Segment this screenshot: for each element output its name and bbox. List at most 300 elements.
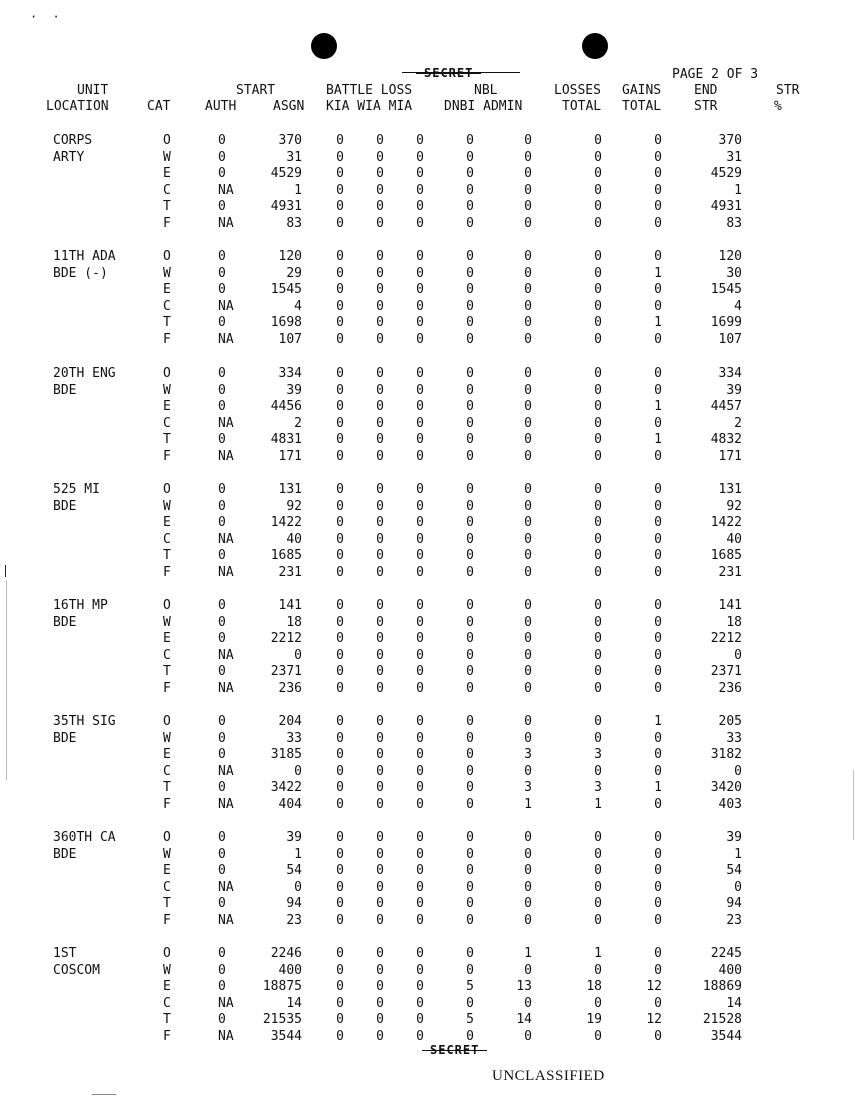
table-row <box>0 880 856 897</box>
mia-cell: 0 <box>416 614 424 630</box>
dnbi-cell: 0 <box>466 216 474 231</box>
losses-total-cell: 0 <box>594 631 602 647</box>
table-row <box>0 863 856 880</box>
header-auth: AUTH <box>205 99 237 114</box>
table-row <box>0 681 856 698</box>
end-str-cell: 0 <box>734 647 742 663</box>
wia-cell: 0 <box>376 282 384 298</box>
table-row <box>0 896 856 913</box>
category-cell: O <box>163 366 171 381</box>
auth-cell: 0 <box>218 747 226 763</box>
mia-cell: 0 <box>416 249 424 264</box>
table-row <box>0 731 856 748</box>
auth-cell: NA <box>218 531 234 547</box>
losses-total-cell: 1 <box>594 946 602 961</box>
gains-total-cell: 0 <box>654 531 662 547</box>
asgn-cell: 404 <box>278 797 302 812</box>
wia-cell: 0 <box>376 315 384 331</box>
wia-cell: 0 <box>376 216 384 231</box>
gains-total-cell: 0 <box>654 249 662 264</box>
end-str-cell: 236 <box>718 681 742 696</box>
dnbi-cell: 0 <box>466 366 474 381</box>
end-str-cell: 107 <box>718 332 742 347</box>
kia-cell: 0 <box>336 166 344 182</box>
mia-cell: 0 <box>416 531 424 547</box>
end-str-cell: 231 <box>718 565 742 580</box>
end-str-cell: 131 <box>718 482 742 497</box>
gains-total-cell: 0 <box>654 166 662 182</box>
mia-cell: 0 <box>416 962 424 978</box>
gains-total-cell: 0 <box>654 498 662 514</box>
dnbi-cell: 0 <box>466 565 474 580</box>
kia-cell: 0 <box>336 647 344 663</box>
table-row <box>0 249 856 266</box>
gains-total-cell: 0 <box>654 995 662 1011</box>
wia-cell: 0 <box>376 531 384 547</box>
category-cell: E <box>163 399 171 415</box>
losses-total-cell: 0 <box>594 647 602 663</box>
kia-cell: 0 <box>336 979 344 995</box>
category-cell: O <box>163 714 171 729</box>
table-row <box>0 648 856 665</box>
losses-total-cell: 0 <box>594 730 602 746</box>
losses-total-cell: 0 <box>594 548 602 564</box>
auth-cell: 0 <box>218 664 226 680</box>
kia-cell: 0 <box>336 332 344 347</box>
unit-location: 525 MI BDE <box>53 482 100 514</box>
admin-cell: 0 <box>524 531 532 547</box>
mia-cell: 0 <box>416 515 424 531</box>
header-str: STR <box>776 83 800 98</box>
end-str-cell: 370 <box>718 133 742 148</box>
auth-cell: 0 <box>218 249 226 264</box>
asgn-cell: 94 <box>286 896 302 912</box>
mia-cell: 0 <box>416 913 424 928</box>
category-cell: O <box>163 598 171 613</box>
auth-cell: NA <box>218 182 234 198</box>
losses-total-cell: 0 <box>594 432 602 448</box>
category-cell: T <box>163 1012 171 1028</box>
wia-cell: 0 <box>376 879 384 895</box>
mia-cell: 0 <box>416 863 424 879</box>
kia-cell: 0 <box>336 199 344 215</box>
auth-cell: NA <box>218 298 234 314</box>
admin-cell: 0 <box>524 896 532 912</box>
auth-cell: NA <box>218 332 234 347</box>
dnbi-cell: 0 <box>466 863 474 879</box>
auth-cell: NA <box>218 681 234 696</box>
kia-cell: 0 <box>336 298 344 314</box>
gains-total-cell: 0 <box>654 216 662 231</box>
table-row <box>0 664 856 681</box>
asgn-cell: 29 <box>286 265 302 281</box>
asgn-cell: 23 <box>286 913 302 928</box>
asgn-cell: 2 <box>294 415 302 431</box>
admin-cell: 0 <box>524 598 532 613</box>
gains-total-cell: 1 <box>654 399 662 415</box>
admin-cell: 0 <box>524 249 532 264</box>
losses-total-cell: 0 <box>594 282 602 298</box>
table-row <box>0 963 856 980</box>
wia-cell: 0 <box>376 182 384 198</box>
admin-cell: 0 <box>524 1029 532 1044</box>
losses-total-cell: 0 <box>594 565 602 580</box>
dnbi-cell: 0 <box>466 531 474 547</box>
auth-cell: 0 <box>218 1012 226 1028</box>
asgn-cell: 1698 <box>270 315 302 331</box>
dnbi-cell: 0 <box>466 797 474 812</box>
asgn-cell: 4529 <box>270 166 302 182</box>
table-row <box>0 216 856 233</box>
table-row <box>0 1012 856 1029</box>
wia-cell: 0 <box>376 149 384 165</box>
unit-location: 20TH ENG BDE <box>53 366 116 398</box>
asgn-cell: 33 <box>286 730 302 746</box>
dnbi-cell: 0 <box>466 896 474 912</box>
end-str-cell: 4457 <box>710 399 742 415</box>
table-row <box>0 416 856 433</box>
kia-cell: 0 <box>336 1029 344 1044</box>
losses-total-cell: 0 <box>594 382 602 398</box>
gains-total-cell: 1 <box>654 265 662 281</box>
auth-cell: 0 <box>218 896 226 912</box>
wia-cell: 0 <box>376 332 384 347</box>
wia-cell: 0 <box>376 830 384 845</box>
end-str-cell: 30 <box>726 265 742 281</box>
losses-total-cell: 0 <box>594 995 602 1011</box>
wia-cell: 0 <box>376 747 384 763</box>
dnbi-cell: 0 <box>466 265 474 281</box>
losses-total-cell: 0 <box>594 830 602 845</box>
admin-cell: 3 <box>524 780 532 796</box>
header-asgn: ASGN <box>273 99 305 114</box>
unit-location: 360TH CA BDE <box>53 830 116 862</box>
admin-cell: 0 <box>524 995 532 1011</box>
admin-cell: 0 <box>524 199 532 215</box>
wia-cell: 0 <box>376 846 384 862</box>
auth-cell: 0 <box>218 482 226 497</box>
header-str-pct: % <box>774 99 782 114</box>
end-str-cell: 171 <box>718 449 742 464</box>
losses-total-cell: 0 <box>594 598 602 613</box>
dnbi-cell: 0 <box>466 714 474 729</box>
table-row <box>0 299 856 316</box>
admin-cell: 0 <box>524 265 532 281</box>
table-row <box>0 366 856 383</box>
kia-cell: 0 <box>336 498 344 514</box>
losses-total-cell: 0 <box>594 182 602 198</box>
losses-total-cell: 0 <box>594 681 602 696</box>
admin-cell: 0 <box>524 846 532 862</box>
asgn-cell: 83 <box>286 216 302 231</box>
gains-total-cell: 0 <box>654 846 662 862</box>
gains-total-cell: 1 <box>654 780 662 796</box>
gains-total-cell: 0 <box>654 730 662 746</box>
end-str-cell: 54 <box>726 863 742 879</box>
mia-cell: 0 <box>416 548 424 564</box>
asgn-cell: 92 <box>286 498 302 514</box>
wia-cell: 0 <box>376 382 384 398</box>
gains-total-cell: 0 <box>654 830 662 845</box>
gains-total-cell: 0 <box>654 631 662 647</box>
losses-total-cell: 3 <box>594 747 602 763</box>
kia-cell: 0 <box>336 763 344 779</box>
end-str-cell: 1685 <box>710 548 742 564</box>
category-cell: C <box>163 647 171 663</box>
wia-cell: 0 <box>376 647 384 663</box>
wia-cell: 0 <box>376 962 384 978</box>
kia-cell: 0 <box>336 182 344 198</box>
wia-cell: 0 <box>376 1029 384 1044</box>
end-str-cell: 1 <box>734 182 742 198</box>
gains-total-cell: 0 <box>654 382 662 398</box>
asgn-cell: 21535 <box>262 1012 302 1028</box>
losses-total-cell: 18 <box>586 979 602 995</box>
admin-cell: 0 <box>524 216 532 231</box>
unit-location: CORPS ARTY <box>53 133 93 165</box>
kia-cell: 0 <box>336 830 344 845</box>
admin-cell: 0 <box>524 631 532 647</box>
wia-cell: 0 <box>376 780 384 796</box>
kia-cell: 0 <box>336 730 344 746</box>
admin-cell: 1 <box>524 797 532 812</box>
gains-total-cell: 0 <box>654 298 662 314</box>
asgn-cell: 1 <box>294 182 302 198</box>
auth-cell: 0 <box>218 846 226 862</box>
end-str-cell: 4931 <box>710 199 742 215</box>
losses-total-cell: 0 <box>594 763 602 779</box>
footer-classification: UNCLASSIFIED <box>492 1068 605 1084</box>
losses-total-cell: 0 <box>594 216 602 231</box>
table-row <box>0 532 856 549</box>
header-end-str: STR <box>694 99 718 114</box>
gains-total-cell: 1 <box>654 714 662 729</box>
kia-cell: 0 <box>336 249 344 264</box>
footer-rule <box>92 1094 116 1095</box>
dnbi-cell: 0 <box>466 199 474 215</box>
kia-cell: 0 <box>336 946 344 961</box>
mia-cell: 0 <box>416 631 424 647</box>
page-number: PAGE 2 OF 3 <box>672 67 759 82</box>
category-cell: T <box>163 199 171 215</box>
admin-cell: 0 <box>524 366 532 381</box>
table-row <box>0 199 856 216</box>
table-row <box>0 183 856 200</box>
table-row <box>0 150 856 167</box>
mia-cell: 0 <box>416 664 424 680</box>
admin-cell: 0 <box>524 962 532 978</box>
end-str-cell: 18 <box>726 614 742 630</box>
wia-cell: 0 <box>376 298 384 314</box>
gains-total-cell: 0 <box>654 565 662 580</box>
dnbi-cell: 0 <box>466 515 474 531</box>
table-row <box>0 432 856 449</box>
gains-total-cell: 0 <box>654 664 662 680</box>
mia-cell: 0 <box>416 896 424 912</box>
mia-cell: 0 <box>416 846 424 862</box>
table-row <box>0 598 856 615</box>
admin-cell: 0 <box>524 315 532 331</box>
gains-total-cell: 0 <box>654 647 662 663</box>
category-cell: W <box>163 614 171 630</box>
gains-total-cell: 0 <box>654 515 662 531</box>
table-row <box>0 315 856 332</box>
end-str-cell: 205 <box>718 714 742 729</box>
auth-cell: 0 <box>218 199 226 215</box>
dnbi-cell: 0 <box>466 1029 474 1044</box>
wia-cell: 0 <box>376 415 384 431</box>
end-str-cell: 403 <box>718 797 742 812</box>
header-start: START <box>236 83 276 98</box>
auth-cell: 0 <box>218 614 226 630</box>
wia-cell: 0 <box>376 565 384 580</box>
category-cell: T <box>163 896 171 912</box>
auth-cell: 0 <box>218 515 226 531</box>
asgn-cell: 2212 <box>270 631 302 647</box>
kia-cell: 0 <box>336 631 344 647</box>
end-str-cell: 94 <box>726 896 742 912</box>
auth-cell: 0 <box>218 432 226 448</box>
table-row <box>0 1029 856 1046</box>
admin-cell: 0 <box>524 298 532 314</box>
mia-cell: 0 <box>416 647 424 663</box>
kia-cell: 0 <box>336 382 344 398</box>
dnbi-cell: 0 <box>466 166 474 182</box>
asgn-cell: 3544 <box>270 1029 302 1044</box>
asgn-cell: 1545 <box>270 282 302 298</box>
auth-cell: 0 <box>218 399 226 415</box>
auth-cell: NA <box>218 565 234 580</box>
table-row <box>0 482 856 499</box>
losses-total-cell: 0 <box>594 265 602 281</box>
auth-cell: 0 <box>218 962 226 978</box>
dnbi-cell: 0 <box>466 747 474 763</box>
mia-cell: 0 <box>416 1029 424 1044</box>
mia-cell: 0 <box>416 199 424 215</box>
kia-cell: 0 <box>336 962 344 978</box>
category-cell: W <box>163 962 171 978</box>
losses-total-cell: 0 <box>594 166 602 182</box>
mia-cell: 0 <box>416 1012 424 1028</box>
mia-cell: 0 <box>416 182 424 198</box>
dnbi-cell: 0 <box>466 149 474 165</box>
losses-total-cell: 0 <box>594 498 602 514</box>
gains-total-cell: 0 <box>654 482 662 497</box>
end-str-cell: 1422 <box>710 515 742 531</box>
wia-cell: 0 <box>376 432 384 448</box>
category-cell: O <box>163 249 171 264</box>
auth-cell: NA <box>218 913 234 928</box>
dnbi-cell: 5 <box>466 1012 474 1028</box>
losses-total-cell: 0 <box>594 332 602 347</box>
admin-cell: 0 <box>524 614 532 630</box>
table-row <box>0 499 856 516</box>
losses-total-cell: 0 <box>594 366 602 381</box>
category-cell: E <box>163 863 171 879</box>
kia-cell: 0 <box>336 449 344 464</box>
auth-cell: 0 <box>218 315 226 331</box>
classification-top: SECRET <box>424 66 474 80</box>
dnbi-cell: 0 <box>466 962 474 978</box>
gains-total-cell: 0 <box>654 449 662 464</box>
losses-total-cell: 0 <box>594 896 602 912</box>
kia-cell: 0 <box>336 315 344 331</box>
mia-cell: 0 <box>416 432 424 448</box>
gains-total-cell: 0 <box>654 366 662 381</box>
category-cell: F <box>163 913 171 928</box>
binder-hole-right <box>582 33 608 59</box>
auth-cell: NA <box>218 647 234 663</box>
auth-cell: 0 <box>218 946 226 961</box>
admin-cell: 0 <box>524 166 532 182</box>
gains-total-cell: 0 <box>654 797 662 812</box>
losses-total-cell: 0 <box>594 133 602 148</box>
asgn-cell: 204 <box>278 714 302 729</box>
admin-cell: 0 <box>524 681 532 696</box>
header-battle-loss: BATTLE LOSS <box>326 83 413 98</box>
wia-cell: 0 <box>376 730 384 746</box>
gains-total-cell: 12 <box>646 1012 662 1028</box>
kia-cell: 0 <box>336 896 344 912</box>
mia-cell: 0 <box>416 763 424 779</box>
mia-cell: 0 <box>416 995 424 1011</box>
auth-cell: NA <box>218 415 234 431</box>
wia-cell: 0 <box>376 714 384 729</box>
dnbi-cell: 0 <box>466 315 474 331</box>
kia-cell: 0 <box>336 565 344 580</box>
wia-cell: 0 <box>376 399 384 415</box>
classification-bottom: SECRET <box>430 1043 480 1057</box>
mia-cell: 0 <box>416 399 424 415</box>
gains-total-cell: 0 <box>654 863 662 879</box>
mia-cell: 0 <box>416 714 424 729</box>
mia-cell: 0 <box>416 598 424 613</box>
table-row <box>0 565 856 582</box>
mia-cell: 0 <box>416 780 424 796</box>
admin-cell: 0 <box>524 449 532 464</box>
gains-total-cell: 0 <box>654 962 662 978</box>
category-cell: W <box>163 265 171 281</box>
table-row <box>0 282 856 299</box>
end-str-cell: 4 <box>734 298 742 314</box>
auth-cell: 0 <box>218 730 226 746</box>
asgn-cell: 1685 <box>270 548 302 564</box>
auth-cell: NA <box>218 216 234 231</box>
end-str-cell: 0 <box>734 763 742 779</box>
binder-hole-left <box>311 33 337 59</box>
mia-cell: 0 <box>416 449 424 464</box>
category-cell: O <box>163 133 171 148</box>
table-row <box>0 399 856 416</box>
table-row <box>0 383 856 400</box>
auth-cell: 0 <box>218 133 226 148</box>
category-cell: E <box>163 282 171 298</box>
kia-cell: 0 <box>336 664 344 680</box>
kia-cell: 0 <box>336 415 344 431</box>
asgn-cell: 3422 <box>270 780 302 796</box>
losses-total-cell: 0 <box>594 298 602 314</box>
mia-cell: 0 <box>416 332 424 347</box>
asgn-cell: 39 <box>286 382 302 398</box>
asgn-cell: 236 <box>278 681 302 696</box>
mia-cell: 0 <box>416 133 424 148</box>
asgn-cell: 2371 <box>270 664 302 680</box>
wia-cell: 0 <box>376 995 384 1011</box>
dnbi-cell: 0 <box>466 879 474 895</box>
gains-total-cell: 0 <box>654 598 662 613</box>
table-row <box>0 615 856 632</box>
losses-total-cell: 0 <box>594 531 602 547</box>
